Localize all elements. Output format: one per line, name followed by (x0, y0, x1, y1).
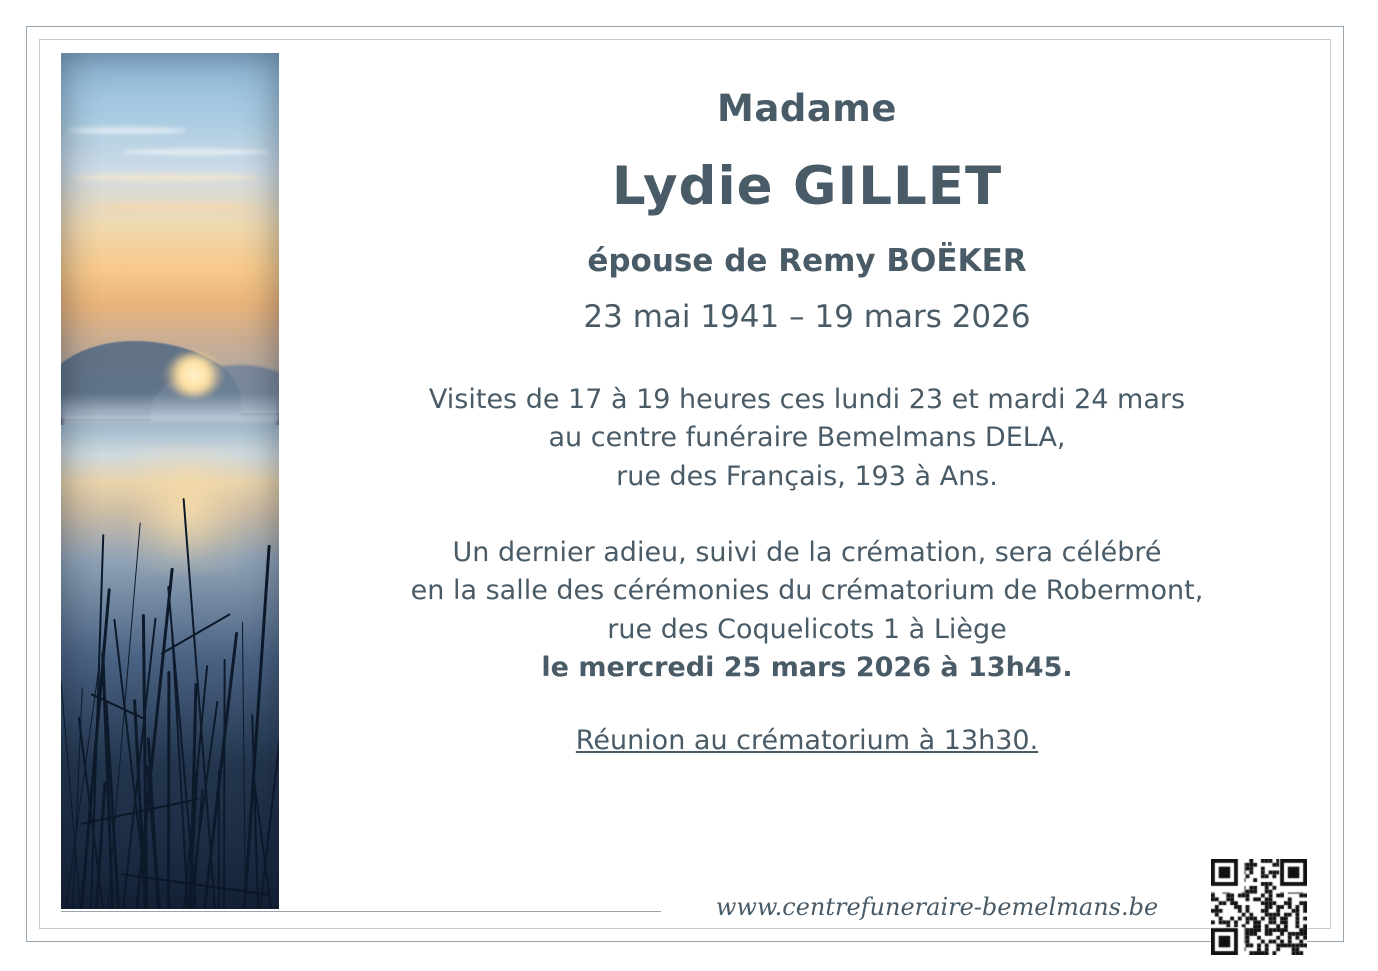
salutation: Madame (717, 87, 897, 130)
photo-cloud (121, 149, 271, 155)
spouse-line: épouse de Remy BOËKER (587, 243, 1027, 279)
ceremony-line-1: Un dernier adieu, suivi de la crémation, sera célébré (452, 536, 1162, 568)
photo-cloud (71, 173, 261, 182)
visits-paragraph (297, 381, 1317, 496)
photo-cloud (91, 203, 261, 211)
ceremony-datetime: le mercredi 25 mars 2026 à 13h45. (541, 651, 1073, 683)
photo-sun (165, 353, 223, 397)
memorial-card (26, 26, 1344, 942)
qr-code[interactable] (1211, 859, 1307, 955)
photo-reed (167, 671, 170, 909)
ceremony-line-3: rue des Coquelicots 1 à Liège (607, 613, 1007, 645)
visits-line-2: au centre funéraire Bemelmans DELA, (548, 422, 1066, 454)
website-url: www.centrefuneraire-bemelmans.be (715, 893, 1159, 921)
lake-sunset-photo (61, 53, 279, 909)
notice-text (297, 87, 1317, 762)
photo-cloud (67, 127, 187, 134)
ceremony-paragraph (297, 534, 1317, 687)
reunion-line: Réunion au crématorium à 13h30. (575, 725, 1039, 757)
ceremony-line-2: en la salle des cérémonies du crématorium de Robermont, (410, 575, 1204, 607)
life-dates: 23 mai 1941 – 19 mars 2026 (583, 299, 1031, 335)
visits-line-3: rue des Français, 193 à Ans. (616, 460, 998, 492)
deceased-name: Lydie GILLET (611, 156, 1003, 217)
visits-line-1: Visites de 17 à 19 heures ces lundi 23 et mardi 24 mars (428, 384, 1186, 415)
footer-divider (61, 911, 661, 912)
